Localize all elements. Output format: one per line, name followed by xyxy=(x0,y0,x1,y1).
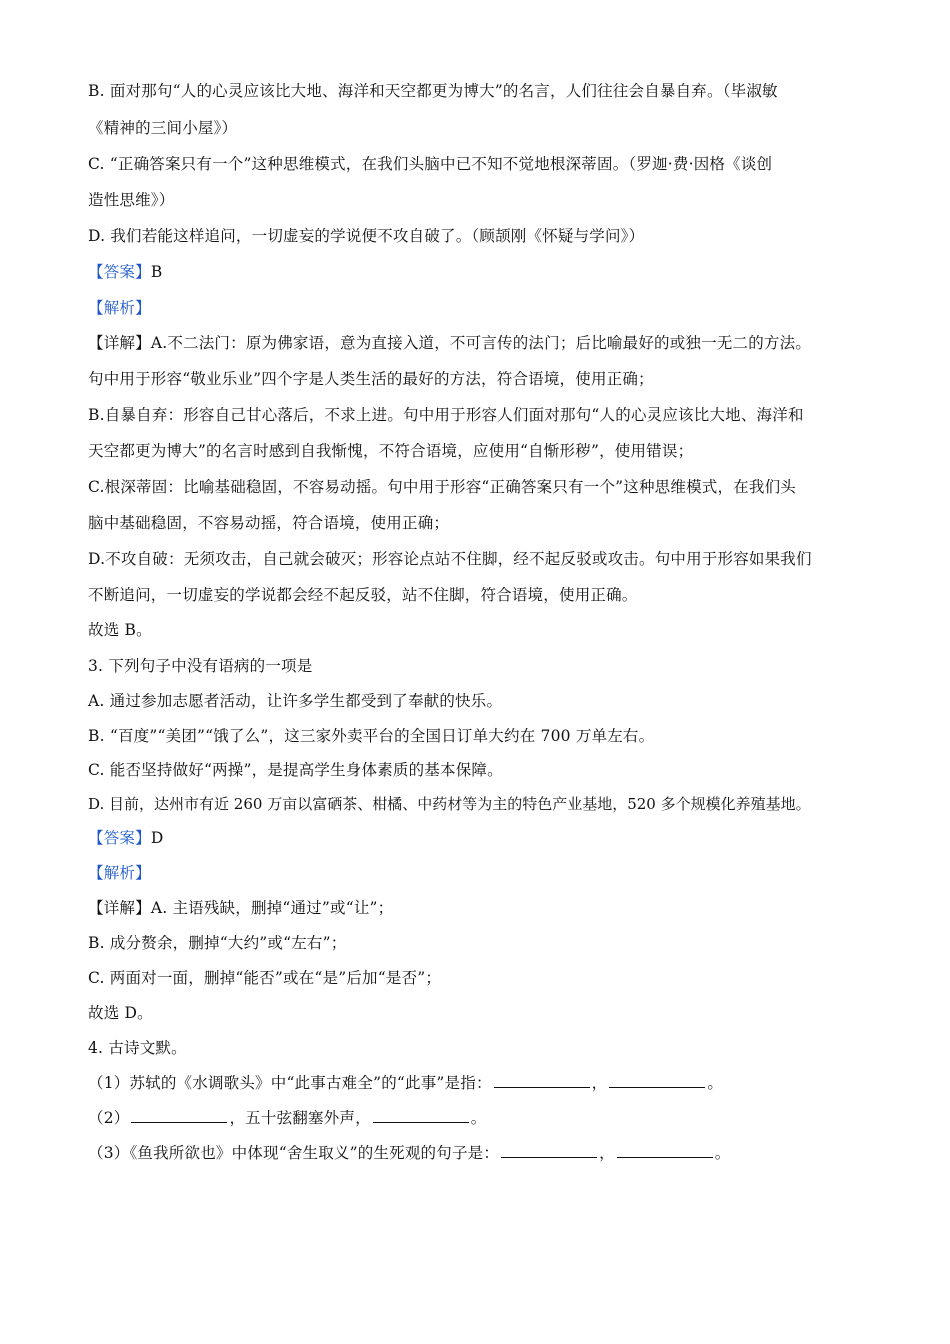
q2-detail-b-line1: B.自暴自弃：形容自己甘心落后，不求上进。句中用于形容人们面对那句“人的心灵应该比大地、海洋和 xyxy=(88,406,804,424)
detail-text: A.不二法门：原为佛家语，意为直接入道，不可言传的法门；后比喻最好的或独一无二的方法。 xyxy=(150,334,812,352)
q2-detail-b-line2: 天空都更为博大”的名言时感到自我惭愧，不符合语境，应使用“自惭形秽”，使用错误； xyxy=(88,442,694,460)
q3-detail-a xyxy=(88,897,393,919)
answer-blank[interactable] xyxy=(617,1143,713,1158)
end-mark: 。 xyxy=(470,1109,487,1127)
q3-detail-b: B. 成分赘余，删掉“大约”或“左右”； xyxy=(88,934,347,952)
end-mark: 。 xyxy=(707,1074,724,1092)
q2-detail-d-line1: D.不攻自破：无须攻击，自己就会破灭；形容论点站不住脚，经不起反驳或攻击。句中用于形容如果我们 xyxy=(88,550,812,568)
answer-blank[interactable] xyxy=(609,1073,705,1088)
q2-detail-c-line2: 脑中基础稳固，不容易动摇，符合语境，使用正确； xyxy=(88,514,450,532)
q2-detail-a-line2: 句中用于形容“敬业乐业”四个字是人类生活的最好的方法，符合语境，使用正确； xyxy=(88,370,654,388)
answer-blank[interactable] xyxy=(373,1108,469,1123)
q3-conclusion: 故选 D。 xyxy=(88,1004,153,1022)
q3-option-d: D. 目前，达州市有近 260 万亩以富硒茶、柑橘、中药材等为主的特色产业基地，520 多个规模化养殖基地。 xyxy=(88,795,811,813)
q3-option-c: C. 能否坚持做好“两操”，是提高学生身体素质的基本保障。 xyxy=(88,761,503,779)
separator: ， xyxy=(591,1074,608,1092)
q3-option-b: B. “百度”“美团”“饿了么”，这三家外卖平台的全国日订单大约在 700 万单左右。 xyxy=(88,727,655,745)
detail-text: A. 主语残缺，删掉“通过”或“让”； xyxy=(150,899,394,917)
q2-option-c-continued: 造性思维》） xyxy=(88,191,175,209)
q4-item-3 xyxy=(88,1142,730,1164)
q3-analysis-tag: 【解析】 xyxy=(88,864,151,882)
q2-conclusion: 故选 B。 xyxy=(88,621,152,639)
detail-tag: 【详解】 xyxy=(88,334,151,352)
q2-detail-a-line1 xyxy=(88,332,811,354)
separator: ， xyxy=(599,1144,615,1162)
item-text: （1）苏轼的《水调歌头》中“此事古难全”的“此事”是指： xyxy=(88,1074,492,1092)
item-text: （3）《鱼我所欲也》中体现“舍生取义”的生死观的句子是： xyxy=(88,1144,500,1162)
q2-option-c: C. “正确答案只有一个”这种思维模式，在我们头脑中已不知不觉地根深蒂固。（罗迦·费·因格《谈创 xyxy=(88,155,773,173)
q2-answer-line xyxy=(88,261,162,283)
answer-value: D xyxy=(150,829,164,847)
q3-option-a: A. 通过参加志愿者活动，让许多学生都受到了奉献的快乐。 xyxy=(88,692,503,710)
answer-tag: 【答案】 xyxy=(88,829,151,847)
detail-tag: 【详解】 xyxy=(88,899,151,917)
q3-detail-c: C. 两面对一面，删掉“能否”或在“是”后加“是否”； xyxy=(88,969,442,987)
q3-answer-line xyxy=(88,827,163,849)
answer-tag: 【答案】 xyxy=(88,263,151,281)
answer-value: B xyxy=(150,263,163,281)
q2-analysis-tag: 【解析】 xyxy=(88,299,151,317)
answer-blank[interactable] xyxy=(494,1073,590,1088)
q4-item-2 xyxy=(88,1107,486,1129)
q2-detail-d-line2: 不断追问，一切虚妄的学说都会经不起反驳，站不住脚，符合语境，使用正确。 xyxy=(88,586,638,604)
end-mark: 。 xyxy=(714,1144,731,1162)
item-text: （2） xyxy=(88,1109,130,1127)
answer-blank[interactable] xyxy=(501,1143,597,1158)
answer-blank[interactable] xyxy=(131,1108,227,1123)
q4-item-1 xyxy=(88,1072,723,1094)
q2-detail-c-line1: C.根深蒂固：比喻基础稳固，不容易动摇。句中用于形容“正确答案只有一个”这种思维模式，在我们头 xyxy=(88,478,796,496)
q2-option-b-continued: 《精神的三间小屋》） xyxy=(88,119,238,137)
item-middle: ，五十弦翻塞外声， xyxy=(229,1109,371,1127)
q2-option-b: B. 面对那句“人的心灵应该比大地、海洋和天空都更为博大”的名言，人们往往会自暴自弃。（毕淑敏 xyxy=(88,82,778,100)
q2-option-d: D. 我们若能这样追问，一切虚妄的学说便不攻自破了。（顾颉刚《怀疑与学问》） xyxy=(88,227,645,245)
q3-stem: 3. 下列句子中没有语病的一项是 xyxy=(88,657,313,675)
q4-stem: 4. 古诗文默。 xyxy=(88,1039,187,1057)
